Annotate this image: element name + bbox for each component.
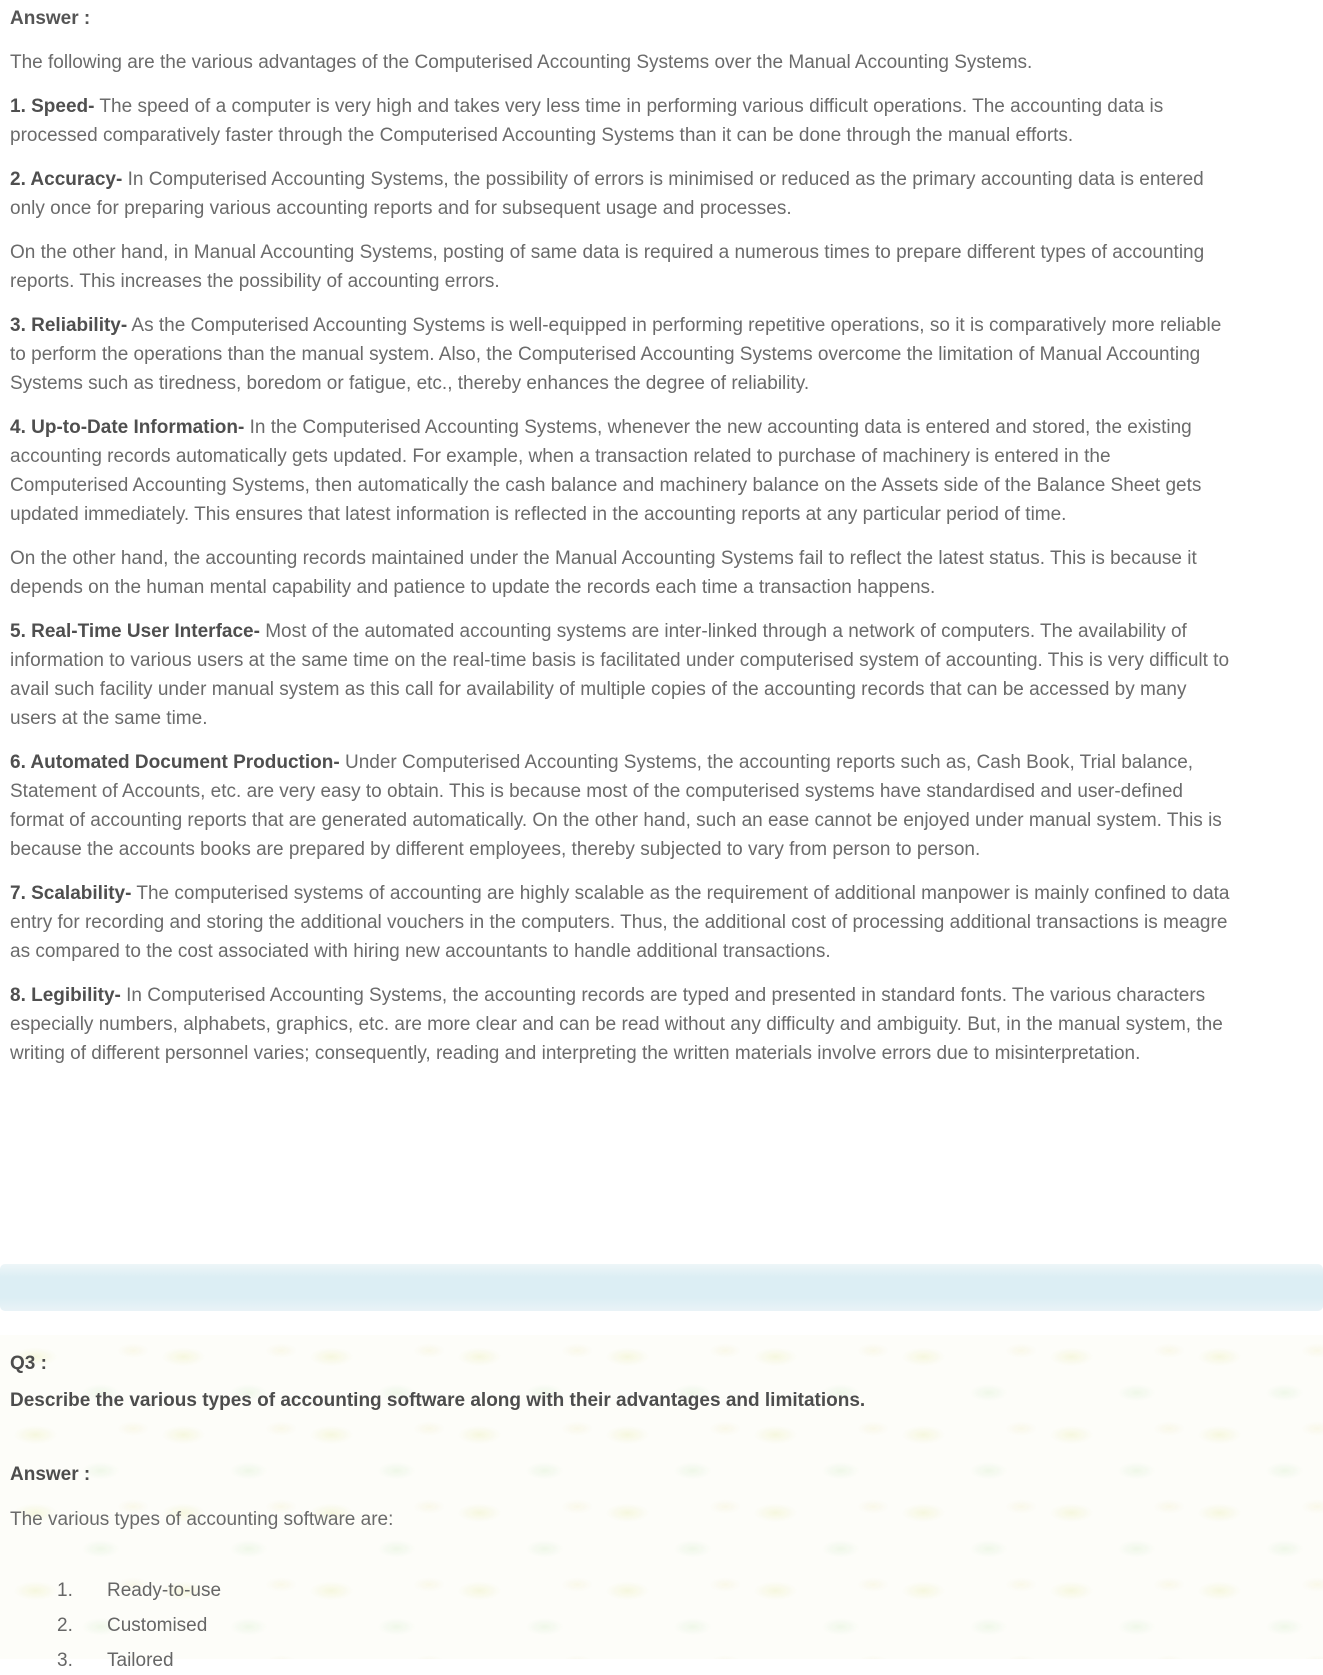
- answer-heading: Answer :: [10, 1464, 91, 1485]
- paragraph-lead: 4. Up-to-Date Information-: [10, 417, 245, 438]
- paragraph-text: The speed of a computer is very high and takes very less time in performing various difficult operations. The accounting data is processed comparatively faster through the Computerised Accounting Systems than it can be done through the manual efforts.: [10, 96, 1164, 146]
- paragraph-text: On the other hand, the accounting records maintained under the Manual Accounting Systems fail to reflect the latest status. This is because it depends on the human mental capability and patience to update the records each time a transaction happens.: [10, 548, 1197, 598]
- list-item-ready-to-use: [57, 1576, 1232, 1605]
- paragraph-text: The following are the various advantages of the Computerised Accounting Systems over the Manual Accounting Systems.: [10, 52, 1033, 73]
- paragraph-text: In the Computerised Accounting Systems, whenever the new accounting data is entered and stored, the existing accounting records automatically gets updated. For example, when a transaction related to purchase of machinery is entered in the Computerised Accounting Systems, then automatically the cash balance and machinery balance on the Assets side of the Balance Sheet gets updated immediately. This ensures that latest information is reflected in the accounting reports at any particular period of time.: [10, 417, 1202, 525]
- advantage-paragraph-accuracy: [10, 165, 1232, 223]
- paragraph-lead: 5. Real-Time User Interface-: [10, 621, 260, 642]
- section-divider: [0, 1264, 1323, 1311]
- advantage-paragraph-up-to-date: [10, 413, 1232, 529]
- list-item-number: 2.: [57, 1615, 73, 1636]
- paragraph-lead: 3. Reliability-: [10, 315, 128, 336]
- answer-heading: Answer :: [10, 8, 91, 29]
- paragraph-lead: 2. Accuracy-: [10, 169, 123, 190]
- advantage-paragraph-scalability: [10, 879, 1232, 966]
- paragraph-lead: 7. Scalability-: [10, 883, 132, 904]
- list-item-number: 1.: [57, 1580, 73, 1601]
- paragraph-accuracy-contrast: [10, 238, 1232, 296]
- list-item-number: 3.: [57, 1650, 73, 1671]
- paragraph-text: Most of the automated accounting systems are inter-linked through a network of computers. The availability of information to various users at the same time on the real-time basis is facilitated under computerised system of accounting. This is very difficult to avail such facility under manual system as this call for availability of multiple copies of the accounting records that can be accessed by many users at the same time.: [10, 621, 1230, 729]
- advantage-paragraph-speed: [10, 92, 1232, 150]
- advantage-paragraph-legibility: [10, 981, 1232, 1068]
- paragraph-text: Under Computerised Accounting Systems, the accounting reports such as, Cash Book, Trial balance, Statement of Accounts, etc. are very easy to obtain. This is because most of the computerised systems have standardised and user-defined format of accounting reports that are generated automatically. On the other hand, such an ease cannot be enjoyed under manual system. This is because the accounts books are prepared by different employees, thereby subjected to vary from person to person.: [10, 752, 1222, 860]
- advantage-paragraph-real-time: [10, 617, 1232, 733]
- paragraph-text: The computerised systems of accounting are highly scalable as the requirement of additional manpower is mainly confined to data entry for recording and storing the additional vouchers in the computers. Thus, the additional cost of processing additional transactions is meagre as compared to the cost associated with hiring new accountants to handle additional transactions.: [10, 883, 1230, 962]
- answer-intro: The various types of accounting software are:: [10, 1509, 394, 1530]
- paragraph-text: In Computerised Accounting Systems, the possibility of errors is minimised or reduced as the primary accounting data is entered only once for preparing various accounting reports and for subsequent usage and processes.: [10, 169, 1204, 219]
- paragraph-text: As the Computerised Accounting Systems is well-equipped in performing repetitive operations, so it is comparatively more reliable to perform the operations than the manual system. Also, the Computerised Accounting Systems overcome the limitation of Manual Accounting Systems such as tiredness, boredom or fatigue, etc., thereby enhances the degree of reliability.: [10, 315, 1222, 394]
- paragraph-up-to-date-contrast: [10, 544, 1232, 602]
- list-item-label: Ready-to-use: [107, 1580, 222, 1601]
- advantage-paragraph-reliability: [10, 311, 1232, 398]
- question-number: Q3 :: [10, 1353, 47, 1374]
- paragraph-text: In Computerised Accounting Systems, the accounting records are typed and presented in standard fonts. The various characters especially numbers, alphabets, graphics, etc. are more clear and can be read without any difficulty and ambiguity. But, in the manual system, the writing of different personnel varies; consequently, reading and interpreting the written materials involve errors due to misinterpretation.: [10, 985, 1223, 1064]
- paragraph-lead: 8. Legibility-: [10, 985, 121, 1006]
- list-item-label: Customised: [107, 1615, 208, 1636]
- question-3-section: [0, 1335, 1323, 1671]
- advantage-paragraph-document-production: [10, 748, 1232, 864]
- list-item-customised: [57, 1611, 1232, 1640]
- list-item-tailored: [57, 1646, 1232, 1675]
- paragraph-lead: 1. Speed-: [10, 96, 95, 117]
- list-item-label: Tailored: [107, 1650, 174, 1671]
- intro-paragraph: [10, 48, 1232, 77]
- question-text: Describe the various types of accounting software along with their advantages and limitations.: [10, 1390, 866, 1411]
- paragraph-lead: 6. Automated Document Production-: [10, 752, 340, 773]
- paragraph-text: On the other hand, in Manual Accounting Systems, posting of same data is required a numerous times to prepare different types of accounting reports. This increases the possibility of accounting errors.: [10, 242, 1205, 292]
